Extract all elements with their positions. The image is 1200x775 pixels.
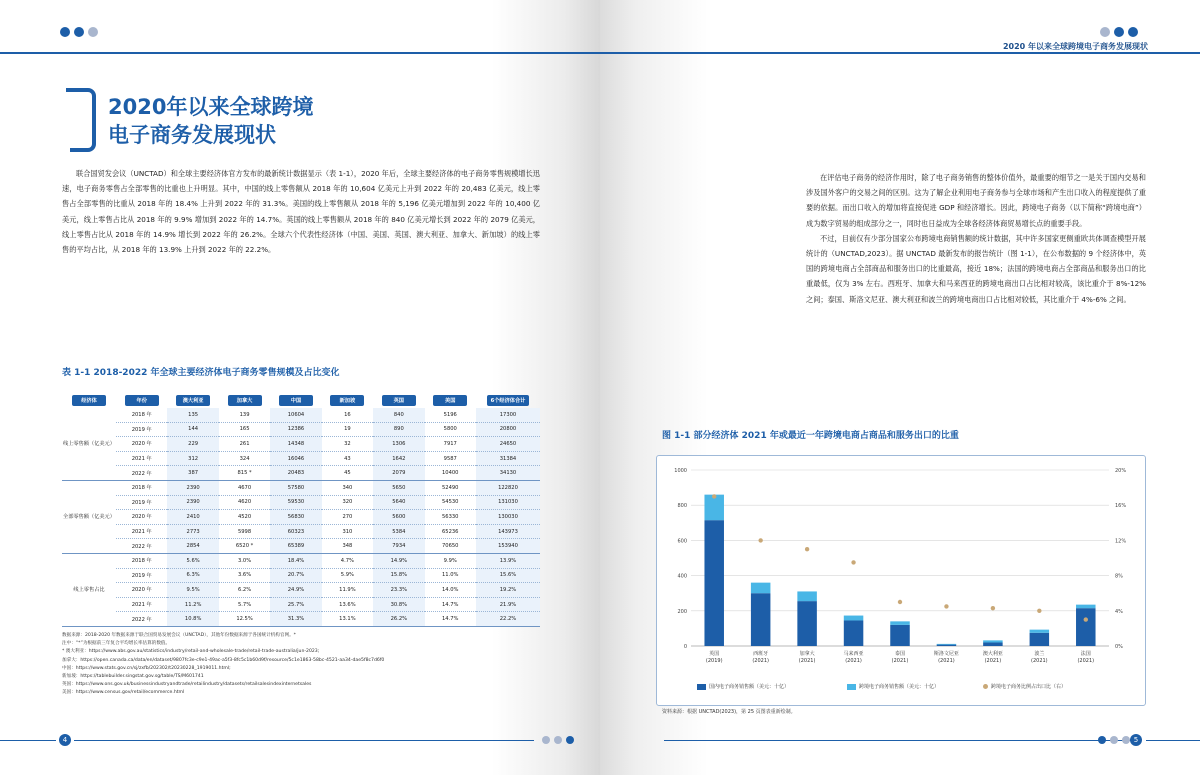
footer-rule bbox=[1146, 740, 1200, 741]
dot-icon bbox=[74, 27, 84, 37]
table-cell: 18.4% bbox=[270, 554, 321, 569]
table-cell: 52490 bbox=[425, 481, 476, 496]
table-cell: 5650 bbox=[373, 481, 424, 496]
table-cell: 56830 bbox=[270, 510, 321, 525]
y-tick-label: 800 bbox=[677, 503, 687, 510]
y-tick-label: 1000 bbox=[674, 468, 687, 474]
header-dots bbox=[1100, 27, 1138, 37]
note-line: * 澳大利亚：https://www.abs.gov.au/statistics/industry/retail-and-wholesale-trade/retail-trade-australia/jun-2023; bbox=[62, 649, 320, 655]
table-cell: 15.8% bbox=[373, 569, 424, 584]
bar-domestic bbox=[797, 601, 817, 646]
table-cell: 310 bbox=[322, 525, 373, 540]
dot-icon bbox=[542, 736, 550, 744]
table-group-label: 全部零售额（亿美元） bbox=[62, 481, 116, 554]
header-rule bbox=[600, 52, 1200, 54]
table-cell: 20800 bbox=[476, 423, 540, 438]
table-cell: 5.6% bbox=[167, 554, 218, 569]
note-line: 英国：https://www.ons.gov.uk/businessindustryandtrade/retailindustry/datasets/retailsalesindexinternetsales bbox=[62, 682, 312, 688]
table-cell: 56330 bbox=[425, 510, 476, 525]
table-cell: 34130 bbox=[476, 466, 540, 481]
table-cell: 14.7% bbox=[425, 612, 476, 627]
table-row bbox=[62, 481, 540, 496]
dot-icon bbox=[88, 27, 98, 37]
table-cell: 6.3% bbox=[167, 569, 218, 584]
table-cell: 6520 * bbox=[219, 539, 270, 554]
table-cell: 2021 年 bbox=[116, 525, 167, 540]
table-cell: 2020 年 bbox=[116, 437, 167, 452]
bar-cross-border bbox=[751, 583, 771, 594]
table-cell: 153940 bbox=[476, 539, 540, 554]
table-cell: 2021 年 bbox=[116, 598, 167, 613]
legend-item bbox=[697, 683, 789, 690]
table-cell: 7917 bbox=[425, 437, 476, 452]
footer-dots bbox=[1098, 736, 1130, 744]
table-cell: 10.8% bbox=[167, 612, 218, 627]
table-cell: 10604 bbox=[270, 408, 321, 423]
bar-domestic bbox=[704, 520, 724, 646]
ratio-point bbox=[758, 538, 762, 542]
legend-label: 跨境电子商务比例占出口比（右） bbox=[991, 684, 1067, 690]
table-cell: 21.9% bbox=[476, 598, 540, 613]
dot-icon bbox=[1100, 27, 1110, 37]
table-caption: 表 1-1 2018-2022 年全球主要经济体电子商务零售规模及占比变化 bbox=[62, 368, 340, 378]
y2-tick-label: 4% bbox=[1115, 608, 1123, 615]
table-cell: 143973 bbox=[476, 525, 540, 540]
table-row bbox=[62, 539, 540, 554]
table-cell: 2390 bbox=[167, 481, 218, 496]
bar-domestic bbox=[983, 642, 1003, 646]
table-cell: 2410 bbox=[167, 510, 218, 525]
y-tick-label: 600 bbox=[677, 538, 687, 545]
table-cell: 20483 bbox=[270, 466, 321, 481]
legend-label: 跨境电子商务销售额（美元：十亿） bbox=[859, 684, 940, 690]
table-cell: 387 bbox=[167, 466, 218, 481]
table-cell: 3.6% bbox=[219, 569, 270, 584]
table-cell: 11.0% bbox=[425, 569, 476, 584]
table-cell: 32 bbox=[322, 437, 373, 452]
table-cell: 16 bbox=[322, 408, 373, 423]
ratio-point bbox=[851, 560, 855, 564]
table-cell: 19.2% bbox=[476, 583, 540, 598]
page-number: 4 bbox=[59, 734, 71, 746]
table-header: 新加坡 bbox=[330, 395, 364, 406]
dot-icon bbox=[1128, 27, 1138, 37]
chapter-title-line1: 2020年以来全球跨境 bbox=[108, 95, 314, 119]
table-row bbox=[62, 423, 540, 438]
table-cell: 25.7% bbox=[270, 598, 321, 613]
table-cell: 14348 bbox=[270, 437, 321, 452]
table-cell: 1642 bbox=[373, 452, 424, 467]
table-cell: 7934 bbox=[373, 539, 424, 554]
table-row bbox=[62, 466, 540, 481]
x-tick-label: 法国 bbox=[1080, 651, 1091, 657]
table-cell: 324 bbox=[219, 452, 270, 467]
table-cell: 22.2% bbox=[476, 612, 540, 627]
dot-icon bbox=[1098, 736, 1106, 744]
bar-cross-border bbox=[1076, 605, 1096, 609]
y2-tick-label: 16% bbox=[1115, 503, 1127, 510]
table-header: 经济体 bbox=[72, 395, 106, 406]
table-row bbox=[62, 554, 540, 569]
bar-cross-border bbox=[1030, 630, 1050, 633]
table-cell: 890 bbox=[373, 423, 424, 438]
bar-cross-border bbox=[797, 591, 817, 601]
table-cell: 135 bbox=[167, 408, 218, 423]
table-header: 6个经济体合计 bbox=[487, 395, 530, 406]
x-tick-label: 斯洛文尼亚 bbox=[933, 651, 959, 657]
table-cell: 4520 bbox=[219, 510, 270, 525]
x-tick-label: 西班牙 bbox=[753, 651, 769, 657]
table-group-label: 线上零售额（亿美元） bbox=[62, 408, 116, 481]
table-row bbox=[62, 452, 540, 467]
table-cell: 30.8% bbox=[373, 598, 424, 613]
table-cell: 12.5% bbox=[219, 612, 270, 627]
table-notes bbox=[62, 632, 540, 698]
table-cell: 6.2% bbox=[219, 583, 270, 598]
chart-source: 资料来源：根据 UNCTAD(2023)，第 25 页图表重新绘制。 bbox=[662, 709, 796, 715]
table-cell: 13.6% bbox=[322, 598, 373, 613]
body-text bbox=[806, 170, 1146, 307]
dot-icon bbox=[1110, 736, 1118, 744]
table-cell: 2018 年 bbox=[116, 408, 167, 423]
table-cell: 5384 bbox=[373, 525, 424, 540]
ratio-point bbox=[944, 604, 948, 608]
table-cell: 5640 bbox=[373, 496, 424, 511]
x-tick-label: (2021) bbox=[891, 658, 909, 664]
table-cell: 31384 bbox=[476, 452, 540, 467]
bar-domestic bbox=[1030, 633, 1050, 646]
table-cell: 5.7% bbox=[219, 598, 270, 613]
table-header: 中国 bbox=[279, 395, 313, 406]
table-cell: 2390 bbox=[167, 496, 218, 511]
table-body bbox=[62, 408, 540, 627]
table-cell: 13.9% bbox=[476, 554, 540, 569]
dot-icon bbox=[566, 736, 574, 744]
ratio-point bbox=[1084, 617, 1088, 621]
table-cell: 23.3% bbox=[373, 583, 424, 598]
table-cell: 2020 年 bbox=[116, 583, 167, 598]
table-cell: 2019 年 bbox=[116, 423, 167, 438]
table-cell: 229 bbox=[167, 437, 218, 452]
table-cell: 2021 年 bbox=[116, 452, 167, 467]
table-header-row bbox=[62, 392, 540, 408]
bar-chart bbox=[657, 456, 1145, 681]
table-row bbox=[62, 612, 540, 627]
table-row bbox=[62, 437, 540, 452]
table-cell: 20.7% bbox=[270, 569, 321, 584]
x-tick-label: (2021) bbox=[1077, 658, 1095, 664]
note-line: 加拿大：https://open.canada.ca/data/en/dataset/9807fc3e-c9e1-49ac-a5f3-8fc5c1b60d9f/resource/5c1e1863-58bc-4521-aa34-dae5f8c7d6f0 bbox=[62, 657, 385, 663]
table-cell: 144 bbox=[167, 423, 218, 438]
table-header: 澳大利亚 bbox=[176, 395, 210, 406]
x-tick-label: (2021) bbox=[845, 658, 862, 664]
table-cell: 5800 bbox=[425, 423, 476, 438]
bar-cross-border bbox=[844, 616, 864, 621]
table-cell: 24.9% bbox=[270, 583, 321, 598]
table-row bbox=[62, 598, 540, 613]
note-line: 新加坡：https://tablebuilder.singstat.gov.sg/table/TS/M601741 bbox=[62, 674, 204, 680]
table-header: 美国 bbox=[433, 395, 467, 406]
table-cell: 14.7% bbox=[425, 598, 476, 613]
table-cell: 320 bbox=[322, 496, 373, 511]
table-row bbox=[62, 510, 540, 525]
table-cell: 45 bbox=[322, 466, 373, 481]
y-tick-label: 400 bbox=[677, 573, 687, 580]
table-cell: 10400 bbox=[425, 466, 476, 481]
footer-rule bbox=[664, 740, 1132, 741]
footer-rule bbox=[0, 740, 56, 741]
table-cell: 57580 bbox=[270, 481, 321, 496]
table-cell: 840 bbox=[373, 408, 424, 423]
table-row bbox=[62, 408, 540, 423]
table-cell: 43 bbox=[322, 452, 373, 467]
legend-label: 国内电子商务销售额（美元：十亿） bbox=[709, 684, 790, 690]
header-rule bbox=[0, 52, 600, 54]
y2-tick-label: 8% bbox=[1115, 573, 1123, 580]
note-line: 中国：https://www.stats.gov.cn/sj/zxfb/202302/t20230228_1919011.html; bbox=[62, 665, 231, 671]
x-tick-label: 马来西亚 bbox=[843, 651, 864, 657]
bar-domestic bbox=[751, 593, 771, 646]
chart-panel bbox=[656, 455, 1146, 706]
table-cell: 5600 bbox=[373, 510, 424, 525]
body-text bbox=[62, 166, 540, 257]
data-table bbox=[62, 392, 540, 627]
x-tick-label: 波兰 bbox=[1034, 651, 1045, 657]
table-cell: 270 bbox=[322, 510, 373, 525]
table-cell: 122820 bbox=[476, 481, 540, 496]
chapter-number-mark bbox=[70, 88, 96, 152]
table-cell: 26.2% bbox=[373, 612, 424, 627]
table-cell: 59530 bbox=[270, 496, 321, 511]
x-tick-label: (2021) bbox=[752, 658, 769, 664]
table-cell: 14.9% bbox=[373, 554, 424, 569]
note-line: 注中：“*”为根据前三年复合平均增长率估算的数值。 bbox=[62, 641, 171, 647]
table-header: 加拿大 bbox=[228, 395, 262, 406]
y2-tick-label: 0% bbox=[1115, 644, 1123, 650]
table-cell: 9587 bbox=[425, 452, 476, 467]
legend-item bbox=[983, 683, 1066, 690]
page-number: 5 bbox=[1130, 734, 1142, 746]
table-cell: 5196 bbox=[425, 408, 476, 423]
table-cell: 4620 bbox=[219, 496, 270, 511]
table-cell: 130030 bbox=[476, 510, 540, 525]
y-tick-label: 0 bbox=[683, 644, 687, 650]
table-cell: 312 bbox=[167, 452, 218, 467]
note-line: 美国：https://www.census.gov/retail/ecommerce.html bbox=[62, 690, 185, 696]
dot-icon bbox=[1122, 736, 1130, 744]
table-cell: 131030 bbox=[476, 496, 540, 511]
table-cell: 60323 bbox=[270, 525, 321, 540]
bar-domestic bbox=[937, 645, 957, 646]
x-tick-label: (2021) bbox=[984, 658, 1002, 664]
table-cell: 19 bbox=[322, 423, 373, 438]
bar-domestic bbox=[890, 625, 910, 646]
x-tick-label: (2021) bbox=[1031, 658, 1048, 664]
table-cell: 11.2% bbox=[167, 598, 218, 613]
table-header: 年份 bbox=[125, 395, 159, 406]
chart-caption: 图 1-1 部分经济体 2021 年或最近一年跨境电商占商品和服务出口的比重 bbox=[662, 431, 959, 441]
bar-cross-border bbox=[937, 644, 957, 645]
footer-dots bbox=[542, 736, 574, 744]
table-cell: 31.3% bbox=[270, 612, 321, 627]
dot-icon bbox=[60, 27, 70, 37]
x-tick-label: 泰国 bbox=[894, 651, 906, 657]
footer-rule bbox=[74, 740, 534, 741]
note-line: 数据来源：2018-2020 年数据来源于联合国贸易发展会议（UNCTAD），其他年份数据来源于各国统计机构官网。* bbox=[62, 633, 296, 638]
table-row bbox=[62, 496, 540, 511]
table-cell: 2019 年 bbox=[116, 496, 167, 511]
table-cell: 4670 bbox=[219, 481, 270, 496]
table-cell: 2019 年 bbox=[116, 569, 167, 584]
chapter-title bbox=[108, 93, 408, 149]
ratio-point bbox=[898, 600, 902, 604]
table-row bbox=[62, 525, 540, 540]
table-cell: 9.5% bbox=[167, 583, 218, 598]
bar-domestic bbox=[1076, 608, 1096, 646]
dot-icon bbox=[1114, 27, 1124, 37]
table-cell: 2022 年 bbox=[116, 466, 167, 481]
ratio-point bbox=[991, 606, 995, 610]
table-cell: 2773 bbox=[167, 525, 218, 540]
x-tick-label: (2019) bbox=[705, 658, 723, 664]
x-tick-label: (2021) bbox=[798, 658, 816, 664]
bar-cross-border bbox=[890, 621, 910, 625]
legend-swatch bbox=[983, 684, 988, 689]
x-tick-label: 澳大利亚 bbox=[982, 651, 1003, 657]
table-cell: 5998 bbox=[219, 525, 270, 540]
table-cell: 17300 bbox=[476, 408, 540, 423]
table-cell: 2079 bbox=[373, 466, 424, 481]
table-cell: 139 bbox=[219, 408, 270, 423]
table-cell: 5.9% bbox=[322, 569, 373, 584]
header-dots bbox=[60, 27, 98, 37]
bar-cross-border bbox=[983, 640, 1003, 642]
table-cell: 11.9% bbox=[322, 583, 373, 598]
paragraph: 不过，目前仅有少部分国家公布跨境电商销售额的统计数据，其中许多国家更侧重欧共体调查模型开展统计的（UNCTAD,2023）。据 UNCTAD 最新发布的报告统计（图 1-1），在公布数据的 9 个经济体中，英国的跨境电商占全部商品和服务出口的比重最高，接近 18%；法国的跨境电商占全部商品和服务出口的比重最低，仅为 3% 左右。西班牙、加拿大和马来西亚的跨境电商出口占比相对较高，该比重介于 8%-12% 之间；泰国、斯洛文尼亚、澳大利亚和波兰的跨境电商出口占比相对较低，其比重介于 4%-6% 之间。 bbox=[806, 233, 1146, 304]
table-cell: 13.1% bbox=[322, 612, 373, 627]
legend-swatch bbox=[697, 684, 706, 690]
table-cell: 2018 年 bbox=[116, 554, 167, 569]
table-cell: 65236 bbox=[425, 525, 476, 540]
running-header: 2020 年以来全球跨境电子商务发展现状 bbox=[1002, 42, 1148, 51]
table-cell: 340 bbox=[322, 481, 373, 496]
paragraph: 在评估电子商务的经济作用时，除了电子商务销售的整体价值外，最重要的细节之一是关于国内交易和涉及国外客户的交易之间的区别。这为了解企业利用电子商务参与全球市场和产生出口收入的程度提供了重要的依据。而出口收入的增加将直接促进 GDP 和经济增长。因此，跨境电子商务（以下简称“跨境电商”）成为数字贸易的组成部分之一，同时也日益成为全球各经济体商贸易增长点的重要手段。 bbox=[806, 173, 1146, 228]
table-cell: 15.6% bbox=[476, 569, 540, 584]
table-cell: 2854 bbox=[167, 539, 218, 554]
table-cell: 2020 年 bbox=[116, 510, 167, 525]
table-header: 英国 bbox=[382, 395, 416, 406]
ratio-point bbox=[712, 494, 716, 498]
table-row bbox=[62, 583, 540, 598]
table-cell: 4.7% bbox=[322, 554, 373, 569]
table-cell: 165 bbox=[219, 423, 270, 438]
legend-swatch bbox=[847, 684, 856, 690]
table-cell: 65389 bbox=[270, 539, 321, 554]
table-cell: 348 bbox=[322, 539, 373, 554]
dot-icon bbox=[554, 736, 562, 744]
x-tick-label: (2021) bbox=[938, 658, 955, 664]
bar-domestic bbox=[844, 620, 864, 646]
legend-item bbox=[847, 683, 939, 690]
chapter-title-line2: 电子商务发展现状 bbox=[108, 123, 276, 147]
y2-tick-label: 20% bbox=[1115, 468, 1127, 474]
x-tick-label: 加拿大 bbox=[799, 651, 815, 657]
paragraph: 联合国贸发会议（UNCTAD）和全球主要经济体官方发布的最新统计数据显示（表 1-1），2020 年后，全球主要经济体的电子商务零售规模增长迅速，电子商务零售占全部零售的比重也上升明显。其中，中国的线上零售额从 2018 年的 10,604 亿美元上升到 2022 年的 20,483 亿美元，线上零售占全部零售的比重从 2018 年的 18.4% 上升到 2022 年的 31.3%。美国的线上零售额从 2018 年的 5,196 亿美元增加到 2022 年的 10,400 亿美元，线上零售占比从 2018 年的 9.9% 增加到 2022 年的 14.7%。英国的线上零售额从 2018 年的 840 亿美元增长到 2022 年的 2079 亿美元，线上零售占比从 2018 年的 14.9% 增长到 2022 年的 26.2%。全球六个代表性经济体（中国、美国、英国、澳大利亚、加拿大、新加坡）的线上零售的平均占比，从 2018 年的 13.9% 上升到 2022 年的 22.2%。 bbox=[62, 169, 540, 255]
table-row bbox=[62, 569, 540, 584]
table-cell: 2022 年 bbox=[116, 612, 167, 627]
table-cell: 261 bbox=[219, 437, 270, 452]
table-cell: 16046 bbox=[270, 452, 321, 467]
table-cell: 54530 bbox=[425, 496, 476, 511]
table-cell: 24650 bbox=[476, 437, 540, 452]
table-cell: 9.9% bbox=[425, 554, 476, 569]
ratio-point bbox=[1037, 609, 1041, 613]
table-cell: 12386 bbox=[270, 423, 321, 438]
table-cell: 70650 bbox=[425, 539, 476, 554]
table-cell: 3.0% bbox=[219, 554, 270, 569]
table-cell: 2022 年 bbox=[116, 539, 167, 554]
ratio-point bbox=[805, 547, 809, 551]
x-tick-label: 英国 bbox=[709, 651, 720, 657]
y-tick-label: 200 bbox=[677, 608, 687, 615]
table-cell: 2018 年 bbox=[116, 481, 167, 496]
table-cell: 1306 bbox=[373, 437, 424, 452]
table-cell: 815 * bbox=[219, 466, 270, 481]
table-group-label: 线上零售占比 bbox=[62, 554, 116, 627]
table-cell: 14.0% bbox=[425, 583, 476, 598]
y2-tick-label: 12% bbox=[1115, 538, 1127, 545]
